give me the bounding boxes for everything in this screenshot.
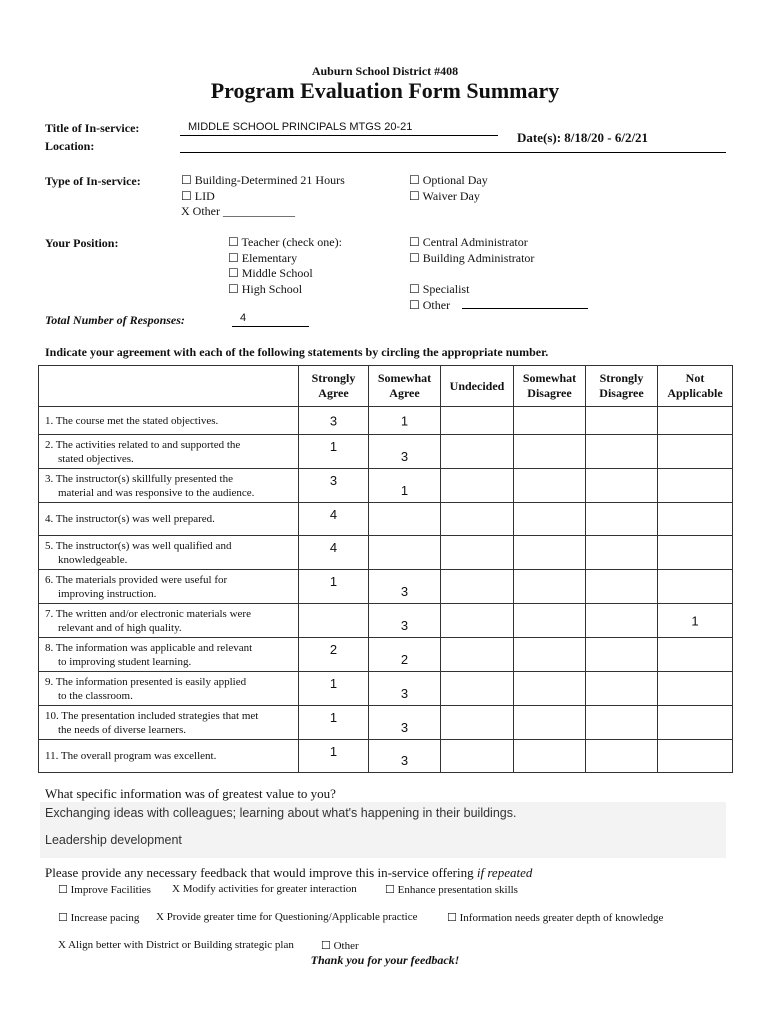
rating-cell-not-applicable[interactable]	[658, 570, 733, 604]
feedback-increase-pacing[interactable]: ☐ Increase pacing	[58, 912, 140, 924]
question-greatest-value: What specific information was of greatest value to you?	[45, 786, 336, 801]
rating-cell-strongly-agree[interactable]	[299, 740, 369, 773]
rating-cell-strongly-disagree[interactable]	[586, 570, 658, 604]
rating-cell-somewhat-disagree[interactable]	[514, 469, 586, 503]
statement-line-continued: to the classroom.	[58, 689, 133, 702]
position-options-right-2	[409, 282, 469, 313]
rating-value: 1	[691, 613, 699, 628]
table-row	[39, 570, 733, 604]
rating-cell-not-applicable[interactable]	[658, 706, 733, 740]
rating-cell-strongly-disagree[interactable]	[586, 638, 658, 672]
feedback-improve-facilities[interactable]: ☐ Improve Facilities	[58, 884, 151, 896]
table-row	[39, 638, 733, 672]
statement-cell	[39, 706, 299, 740]
rating-cell-undecided[interactable]	[441, 638, 514, 672]
rating-cell-somewhat-agree[interactable]	[369, 536, 441, 570]
rating-cell-strongly-agree[interactable]	[299, 435, 369, 469]
rating-cell-undecided[interactable]	[441, 672, 514, 706]
rating-cell-undecided[interactable]	[441, 503, 514, 536]
rating-value: 3	[400, 584, 409, 599]
position-option-high-school[interactable]: ☐ High School	[228, 281, 303, 296]
statement-cell	[39, 469, 299, 503]
position-options-left	[228, 235, 342, 297]
rating-cell-strongly-agree[interactable]	[299, 503, 369, 536]
rating-cell-strongly-agree[interactable]	[299, 672, 369, 706]
rating-cell-not-applicable[interactable]	[658, 638, 733, 672]
header-somewhat-disagree: Somewhat Disagree	[514, 366, 586, 407]
answer-greatest-value-line2: Leadership development	[45, 833, 182, 847]
rating-cell-somewhat-agree[interactable]	[369, 503, 441, 536]
rating-cell-undecided[interactable]	[441, 435, 514, 469]
statement-line-continued: to improving student learning.	[58, 655, 192, 668]
rating-cell-somewhat-agree[interactable]	[369, 740, 441, 773]
rating-cell-strongly-disagree[interactable]	[586, 469, 658, 503]
responses-field[interactable]	[232, 311, 309, 327]
position-option-specialist[interactable]: ☐ Specialist	[409, 282, 470, 296]
statement-line: 1. The course met the stated objectives.	[45, 414, 219, 427]
statement-cell	[39, 570, 299, 604]
rating-cell-somewhat-agree[interactable]	[369, 570, 441, 604]
rating-cell-undecided[interactable]	[441, 536, 514, 570]
rating-cell-undecided[interactable]	[441, 469, 514, 503]
header-statement	[39, 366, 299, 407]
rating-value: 1	[329, 676, 338, 691]
table-row	[39, 740, 733, 773]
statement-line: 9. The information presented is easily applied	[45, 675, 247, 688]
rating-cell-strongly-disagree[interactable]	[586, 435, 658, 469]
rating-cell-not-applicable[interactable]	[658, 672, 733, 706]
rating-cell-strongly-disagree[interactable]	[586, 604, 658, 638]
type-options-right	[409, 173, 488, 204]
feedback-other[interactable]: ☐ Other	[321, 940, 359, 952]
type-option-building[interactable]: ☐ Building-Determined 21 Hours	[181, 173, 345, 187]
position-label: Your Position:	[45, 236, 119, 250]
rating-value: 3	[400, 618, 409, 633]
answer-greatest-value-line1: Exchanging ideas with colleagues; learning about what's happening in their buildings.	[45, 806, 517, 820]
type-option-optional-day[interactable]: ☐ Optional Day	[409, 173, 488, 187]
rating-cell-somewhat-disagree[interactable]	[514, 407, 586, 435]
page-title: Program Evaluation Form Summary	[210, 78, 560, 103]
table-row	[39, 469, 733, 503]
responses-value: 4	[240, 312, 247, 324]
rating-cell-not-applicable[interactable]	[658, 435, 733, 469]
statement-cell	[39, 672, 299, 706]
rating-cell-strongly-agree[interactable]	[299, 706, 369, 740]
statement-line: 11. The overall program was excellent.	[45, 750, 217, 762]
rating-cell-strongly-disagree[interactable]	[586, 672, 658, 706]
statement-line: 10. The presentation included strategies that met	[45, 709, 259, 722]
type-option-lid[interactable]: ☐ LID	[181, 188, 215, 203]
position-options-right	[409, 235, 534, 266]
thank-you-note: Thank you for your feedback!	[310, 953, 460, 967]
table-header-row	[39, 366, 733, 407]
rating-cell-somewhat-agree[interactable]	[369, 672, 441, 706]
statement-cell	[39, 407, 299, 435]
rating-value: 1	[400, 483, 409, 498]
table-row	[39, 407, 733, 435]
statement-cell	[39, 435, 299, 469]
rating-cell-somewhat-agree[interactable]	[369, 469, 441, 503]
feedback-enhance-presentation[interactable]: ☐ Enhance presentation skills	[385, 884, 518, 896]
statement-line: 7. The written and/or electronic materials were	[45, 607, 251, 620]
statement-line: 2. The activities related to and supported the	[45, 438, 241, 451]
rating-cell-undecided[interactable]	[441, 604, 514, 638]
feedback-information-depth[interactable]: ☐ Information needs greater depth of knowledge	[447, 912, 664, 924]
rating-cell-somewhat-disagree[interactable]	[514, 435, 586, 469]
rating-cell-somewhat-disagree[interactable]	[514, 706, 586, 740]
rating-value: 3	[400, 449, 409, 464]
rating-value: 1	[329, 439, 338, 454]
rating-cell-somewhat-agree[interactable]	[369, 604, 441, 638]
title-label: Title of In-service:	[45, 121, 140, 135]
rating-value: 4	[329, 540, 338, 555]
statement-line-continued: improving instruction.	[58, 587, 157, 600]
rating-value: 2	[329, 642, 338, 657]
rating-cell-strongly-agree[interactable]	[299, 604, 369, 638]
rating-value: 3	[400, 720, 409, 735]
rating-cell-somewhat-disagree[interactable]	[514, 604, 586, 638]
rating-cell-strongly-agree[interactable]	[299, 469, 369, 503]
rating-cell-strongly-disagree[interactable]	[586, 740, 658, 773]
table-row	[39, 536, 733, 570]
statement-line: 3. The instructor(s) skillfully presented the	[45, 472, 233, 485]
rating-cell-somewhat-disagree[interactable]	[514, 536, 586, 570]
statement-cell	[39, 604, 299, 638]
rating-value: 1	[329, 710, 338, 725]
statement-line: 8. The information was applicable and relevant	[45, 641, 253, 654]
position-option-teacher[interactable]: ☐ Teacher (check one):	[228, 235, 342, 249]
dates-value: Date(s): 8/18/20 - 6/2/21	[517, 130, 649, 145]
question-feedback: Please provide any necessary feedback that would improve this in-service offering if repeated	[45, 865, 533, 880]
position-option-elementary[interactable]: ☐ Elementary	[228, 250, 298, 265]
position-option-central-admin[interactable]: ☐ Central Administrator	[409, 235, 528, 249]
rating-value: 2	[400, 652, 409, 667]
feedback-provide-time[interactable]: X Provide greater time for Questioning/Applicable practice	[156, 911, 418, 923]
statement-line-continued: material and was responsive to the audience.	[58, 486, 255, 499]
rating-cell-strongly-disagree[interactable]	[586, 407, 658, 435]
evaluation-table	[38, 365, 733, 773]
rating-cell-somewhat-disagree[interactable]	[514, 672, 586, 706]
rating-value: 3	[400, 686, 409, 701]
rating-cell-somewhat-disagree[interactable]	[514, 570, 586, 604]
table-row	[39, 503, 733, 536]
rating-cell-undecided[interactable]	[441, 570, 514, 604]
header-strongly-agree: Strongly Agree	[299, 366, 369, 407]
location-field[interactable]	[180, 140, 726, 153]
statement-cell	[39, 740, 299, 773]
position-other-field[interactable]	[462, 296, 588, 309]
rating-cell-not-applicable[interactable]	[658, 536, 733, 570]
title-value: MIDDLE SCHOOL PRINCIPALS MTGS 20-21	[188, 121, 413, 133]
instruction-text: Indicate your agreement with each of the following statements by circling the appropriate number.	[45, 345, 549, 359]
header-somewhat-agree: Somewhat Agree	[369, 366, 441, 407]
answer-greatest-value-box[interactable]	[40, 802, 726, 858]
rating-cell-strongly-agree[interactable]	[299, 536, 369, 570]
rating-cell-not-applicable[interactable]	[658, 604, 733, 638]
header-not-applicable: Not Applicable	[658, 366, 733, 407]
header-undecided: Undecided	[441, 366, 514, 407]
location-label: Location:	[45, 139, 95, 153]
header-strongly-disagree: Strongly Disagree	[586, 366, 658, 407]
statement-line: 6. The materials provided were useful for	[45, 573, 228, 586]
rating-value: 1	[400, 413, 409, 428]
rating-cell-somewhat-agree[interactable]	[369, 435, 441, 469]
rating-cell-undecided[interactable]	[441, 407, 514, 435]
statement-line: 4. The instructor(s) was well prepared.	[45, 513, 215, 525]
rating-cell-somewhat-agree[interactable]	[369, 706, 441, 740]
rating-cell-somewhat-disagree[interactable]	[514, 503, 586, 536]
table-row	[39, 706, 733, 740]
rating-cell-strongly-agree[interactable]	[299, 570, 369, 604]
statement-line-continued: stated objectives.	[58, 452, 134, 465]
rating-cell-somewhat-agree[interactable]	[369, 407, 441, 435]
position-option-building-admin[interactable]: ☐ Building Administrator	[409, 250, 535, 265]
statement-cell	[39, 638, 299, 672]
statement-line-continued: the needs of diverse learners.	[58, 723, 186, 736]
rating-cell-somewhat-agree[interactable]	[369, 638, 441, 672]
table-row	[39, 604, 733, 638]
rating-value: 1	[329, 574, 338, 589]
statement-cell	[39, 503, 299, 536]
rating-cell-strongly-disagree[interactable]	[586, 536, 658, 570]
type-options-left	[181, 173, 345, 220]
type-option-other[interactable]: X Other ____________	[181, 204, 295, 218]
rating-value: 3	[329, 473, 338, 488]
rating-cell-strongly-disagree[interactable]	[586, 706, 658, 740]
type-option-waiver-day[interactable]: ☐ Waiver Day	[409, 188, 480, 203]
rating-value: 3	[329, 413, 338, 428]
rating-value: 4	[329, 507, 338, 522]
title-field[interactable]	[180, 120, 498, 136]
rating-cell-strongly-disagree[interactable]	[586, 503, 658, 536]
rating-cell-not-applicable[interactable]	[658, 407, 733, 435]
feedback-modify-activities[interactable]: X Modify activities for greater interaction	[172, 883, 357, 895]
statement-cell	[39, 536, 299, 570]
district-name: Auburn School District #408	[311, 64, 459, 78]
table-row	[39, 672, 733, 706]
rating-cell-undecided[interactable]	[441, 740, 514, 773]
rating-cell-not-applicable[interactable]	[658, 503, 733, 536]
rating-cell-not-applicable[interactable]	[658, 469, 733, 503]
statement-line-continued: knowledgeable.	[58, 553, 128, 566]
position-option-other[interactable]	[409, 298, 469, 314]
rating-cell-strongly-agree[interactable]	[299, 407, 369, 435]
statement-line-continued: relevant and of high quality.	[58, 621, 182, 634]
rating-cell-somewhat-disagree[interactable]	[514, 740, 586, 773]
rating-cell-undecided[interactable]	[441, 706, 514, 740]
type-label: Type of In-service:	[45, 174, 141, 188]
feedback-align-plan[interactable]: X Align better with District or Building strategic plan	[58, 939, 294, 951]
rating-value: 1	[329, 744, 338, 759]
position-option-middle-school[interactable]: ☐ Middle School	[228, 266, 313, 280]
position-option-other-label: ☐ Other	[409, 297, 451, 312]
rating-value: 3	[400, 753, 409, 768]
rating-cell-not-applicable[interactable]	[658, 740, 733, 773]
responses-label: Total Number of Responses:	[45, 313, 185, 327]
table-row	[39, 435, 733, 469]
rating-cell-strongly-agree[interactable]	[299, 638, 369, 672]
statement-line: 5. The instructor(s) was well qualified and	[45, 539, 232, 552]
rating-cell-somewhat-disagree[interactable]	[514, 638, 586, 672]
